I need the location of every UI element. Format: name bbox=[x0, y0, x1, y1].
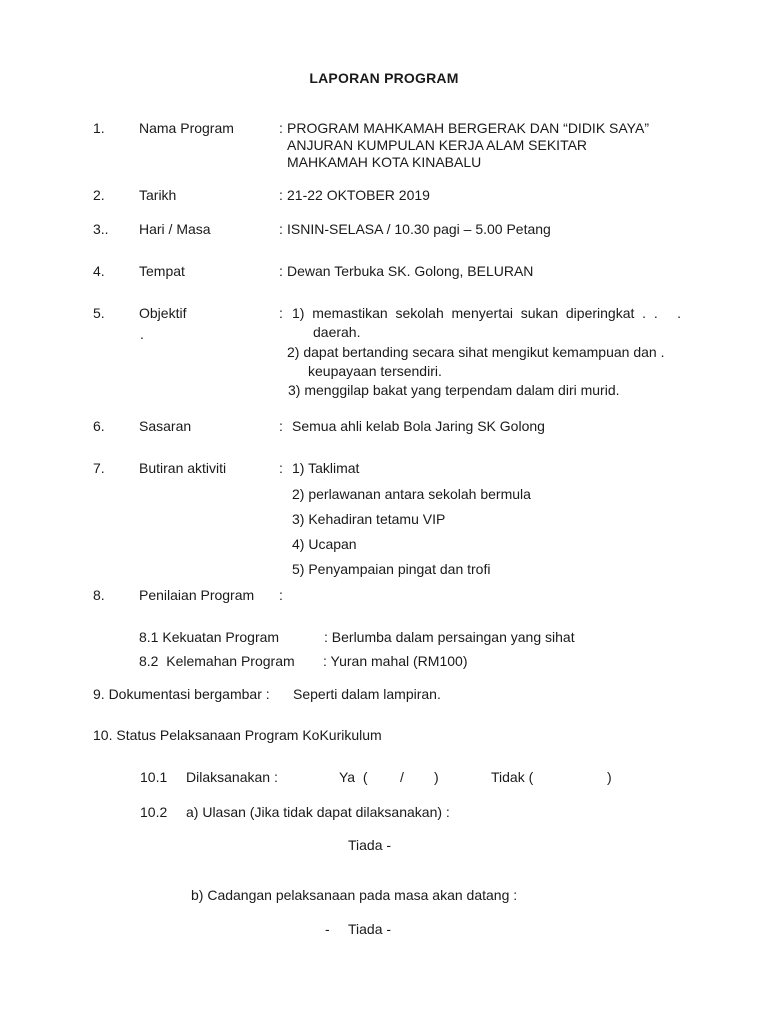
activity-1: 1) Taklimat bbox=[292, 460, 360, 476]
item-8-label: Penilaian Program bbox=[139, 587, 255, 603]
objective-1-line-1: 1) memastikan sekolah menyertai sukan diperingkat . . . bbox=[292, 305, 682, 321]
item-5-label: Objektif bbox=[139, 305, 187, 321]
item-1-label: Nama Program bbox=[139, 120, 234, 136]
item-2-number: 2. bbox=[93, 187, 105, 203]
sub-10-2-a-label: a) Ulasan (Jika tidak dapat dilaksanakan) : bbox=[186, 804, 450, 820]
item-1-colon: : bbox=[279, 120, 283, 136]
activity-4: 4) Ucapan bbox=[292, 536, 357, 552]
item-8-number: 8. bbox=[93, 587, 105, 603]
item-6-value: Semua ahli kelab Bola Jaring SK Golong bbox=[292, 418, 545, 434]
objective-3: 3) menggilap bakat yang terpendam dalam diri murid. bbox=[288, 382, 620, 398]
item-7-number: 7. bbox=[93, 460, 105, 476]
tidak-option: Tidak ( bbox=[491, 769, 534, 785]
item-7-colon: : bbox=[279, 460, 283, 476]
item-2-label: Tarikh bbox=[139, 187, 177, 203]
item-5-number: 5. bbox=[93, 305, 105, 321]
objective-1-line-2: daerah. bbox=[313, 324, 361, 340]
item-10-label: 10. Status Pelaksanaan Program KoKurikulum bbox=[93, 727, 382, 743]
sub-10-2-number: 10.2 bbox=[140, 804, 168, 820]
sub-8-1-value: : Berlumba dalam persaingan yang sihat bbox=[324, 629, 575, 645]
item-1-value-line-3: MAHKAMAH KOTA KINABALU bbox=[287, 154, 482, 170]
sub-10-2-b-value: Tiada - bbox=[348, 921, 392, 937]
item-4-value: Dewan Terbuka SK. Golong, BELURAN bbox=[287, 263, 534, 279]
item-3-label: Hari / Masa bbox=[139, 221, 211, 237]
item-4-number: 4. bbox=[93, 263, 105, 279]
item-6-label: Sasaran bbox=[139, 418, 192, 434]
item-3-value: ISNIN-SELASA / 10.30 pagi – 5.00 Petang bbox=[287, 221, 551, 237]
activity-5: 5) Penyampaian pingat dan trofi bbox=[292, 561, 491, 577]
item-4-label: Tempat bbox=[139, 263, 185, 279]
ya-option: Ya ( bbox=[339, 769, 368, 785]
activity-2: 2) perlawanan antara sekolah bermula bbox=[292, 486, 531, 502]
item-2-colon: : bbox=[279, 187, 283, 203]
objective-2-line-2: keupayaan tersendiri. bbox=[308, 363, 442, 379]
item-9-label: 9. Dokumentasi bergambar : bbox=[93, 686, 270, 702]
item-3-colon: : bbox=[279, 221, 283, 237]
tidak-close-paren: ) bbox=[607, 769, 612, 785]
item-8-colon: : bbox=[279, 587, 283, 603]
sub-10-1-label: Dilaksanakan : bbox=[186, 769, 278, 785]
item-2-value: 21-22 OKTOBER 2019 bbox=[287, 187, 430, 203]
objective-2-line-1: 2) dapat bertanding secara sihat mengikut kemampuan dan . bbox=[287, 344, 665, 360]
item-5-label-dot: . bbox=[140, 326, 144, 342]
item-1-value-line-1: PROGRAM MAHKAMAH BERGERAK DAN “DIDIK SAYA” bbox=[287, 120, 649, 136]
item-3-number: 3.. bbox=[93, 221, 109, 237]
sub-10-2-b-dash: - bbox=[325, 921, 330, 937]
sub-10-2-a-value: Tiada - bbox=[348, 837, 392, 853]
document-title: LAPORAN PROGRAM bbox=[309, 70, 459, 86]
item-1-number: 1. bbox=[93, 120, 105, 136]
sub-10-2-b-label: b) Cadangan pelaksanaan pada masa akan datang : bbox=[191, 887, 518, 903]
item-7-label: Butiran aktiviti bbox=[139, 460, 227, 476]
sub-10-1-number: 10.1 bbox=[140, 769, 168, 785]
item-4-colon: : bbox=[279, 263, 283, 279]
item-6-number: 6. bbox=[93, 418, 105, 434]
sub-8-1-label: 8.1 Kekuatan Program bbox=[139, 629, 280, 645]
activity-3: 3) Kehadiran tetamu VIP bbox=[292, 511, 446, 527]
ya-close-paren: ) bbox=[434, 769, 439, 785]
sub-8-2-value: : Yuran mahal (RM100) bbox=[323, 653, 468, 669]
item-6-colon: : bbox=[279, 418, 283, 434]
item-1-value-line-2: ANJURAN KUMPULAN KERJA ALAM SEKITAR bbox=[287, 137, 588, 153]
item-5-colon: : bbox=[279, 305, 283, 321]
item-9-value: Seperti dalam lampiran. bbox=[293, 686, 441, 702]
ya-check-mark: / bbox=[400, 769, 404, 785]
sub-8-2-label: 8.2 Kelemahan Program bbox=[139, 653, 295, 669]
